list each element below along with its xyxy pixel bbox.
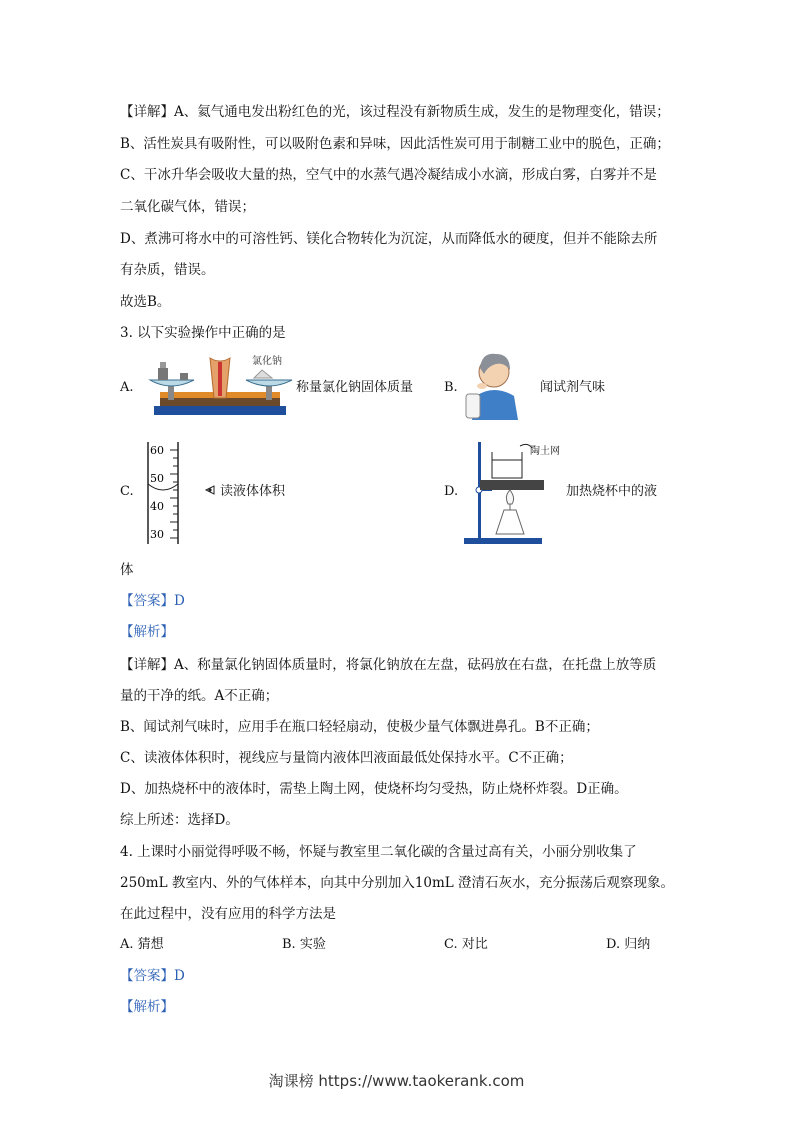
option-d: D. 归纳 [606,937,651,952]
detail-line: C、读液体体积时，视线应与量筒内液体凹液面最低处保持水平。C不正确； [120,750,573,766]
option-b-letter: B. [444,380,458,395]
option-d-continuation: 体 [120,562,134,578]
tick-label: 30 [150,528,164,541]
heating-figure [462,438,560,548]
tick-label: 40 [150,500,164,513]
explanation-line: 有杂质，错误。 [120,262,215,278]
detail-line: 综上所述：选择D。 [120,812,239,828]
explanation-line: 故选B。 [120,294,171,310]
detail-line: 量的干净的纸。A不正确； [120,688,279,704]
analysis-label: 【解析】 [120,624,174,640]
question-4-stem: 250mL 教室内、外的气体样本，向其中分别加入10mL 澄清石灰水，充分振荡后观察现象。 [120,875,675,891]
smelling-figure [462,348,524,424]
question-3-stem: 3. 以下实验操作中正确的是 [120,325,286,341]
explanation-line: C、干冰升华会吸收大量的热，空气中的水蒸气遇冷凝结成小水滴，形成白雾，白雾并不是 [120,167,657,183]
detail-line: D、加热烧杯中的液体时，需垫上陶土网，使烧杯均匀受热，防止烧杯炸裂。D正确。 [120,781,628,797]
detail-line: 【详解】A、称量氯化钠固体质量时，将氯化钠放在左盘，砝码放在右盘，在托盘上放等质 [120,657,657,673]
option-b: B. 实验 [282,937,326,952]
footer-watermark: 淘课榜 https://www.taokerank.com [268,1072,525,1090]
option-d-text: 加热烧杯中的液 [566,484,658,499]
explanation-line: B、活性炭具有吸附性，可以吸附色素和异味，因此活性炭可用于制糖工业中的脱色，正确； [120,136,670,152]
detail-line: B、闻试剂气味时，应用手在瓶口轻轻扇动，使极少量气体飘进鼻孔。B不正确； [120,719,599,735]
analysis-label: 【解析】 [120,999,174,1015]
option-a-text: 称量氯化钠固体质量 [296,380,414,395]
option-d-letter: D. [444,484,459,499]
explanation-line: 二氧化碳气体，错误； [120,199,255,215]
explanation-line: 【详解】A、氦气通电发出粉红色的光，该过程没有新物质生成，发生的是物理变化，错误； [120,104,670,120]
explanation-line: D、煮沸可将水中的可溶性钙、镁化合物转化为沉淀，从而降低水的硬度，但并不能除去所 [120,231,658,247]
option-c: C. 对比 [444,937,488,952]
option-a: A. 猜想 [120,937,164,952]
answer-label: 【答案】D [120,968,185,984]
option-c-text: 读液体体积 [220,484,286,499]
question-4-stem: 在此过程中，没有应用的科学方法是 [120,906,336,922]
balance-figure [144,352,296,418]
cylinder-figure [142,440,222,546]
question-4-stem: 4. 上课时小丽觉得呼吸不畅，怀疑与教室里二氧化碳的含量过高有关，小丽分别收集了 [120,844,637,860]
balance-label: 氯化钠 [252,356,282,367]
option-a-letter: A. [120,380,134,395]
heating-label: 陶土网 [530,446,560,457]
answer-label: 【答案】D [120,593,185,609]
tick-label: 60 [150,444,164,457]
tick-label: 50 [150,472,164,485]
option-c-letter: C. [120,484,134,499]
option-b-text: 闻试剂气味 [540,380,606,395]
